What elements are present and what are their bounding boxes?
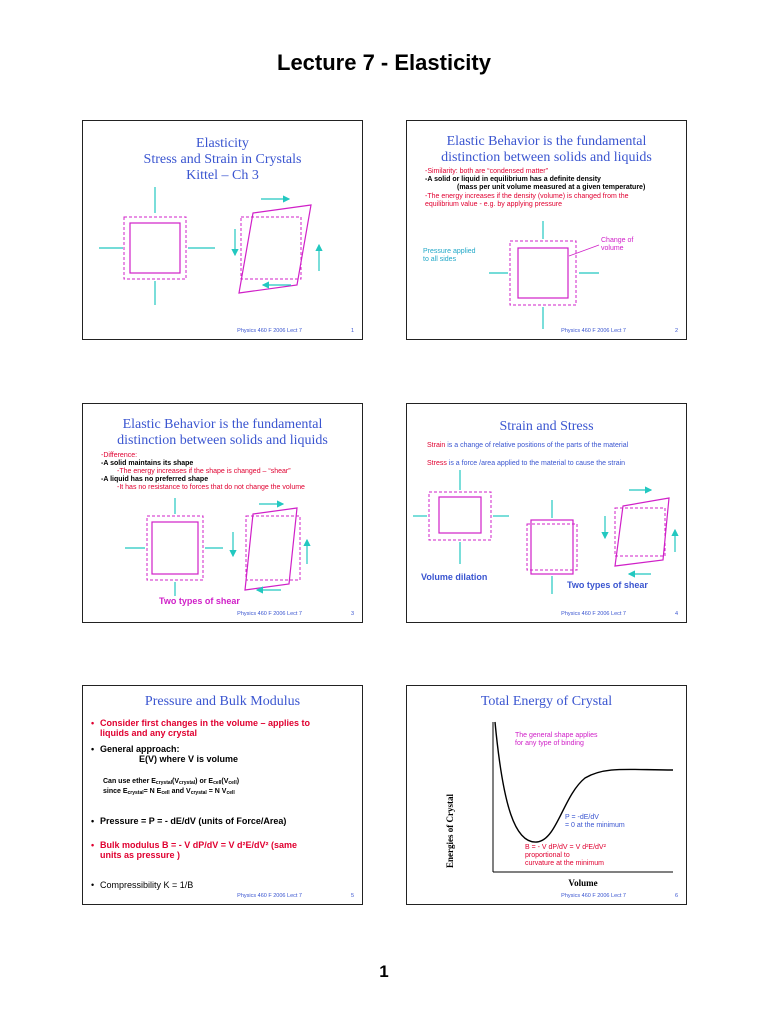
note-line: = 0 at the minimum — [565, 822, 625, 829]
slide-number: 6 — [674, 893, 678, 899]
title-line: Kittel – Ch 3 — [186, 168, 259, 183]
note-line: B = - V dP/dV = V d²E/dV² — [525, 844, 606, 851]
caption-two-types-of-shear: Two types of shear — [159, 596, 240, 606]
bullet-text: General approach: — [100, 744, 180, 754]
text-line: -A solid or liquid in equilibrium has a definite density — [425, 176, 601, 183]
label-pressure — [423, 248, 476, 264]
document-title: Lecture 7 - Elasticity — [277, 50, 491, 75]
y-axis-label: Energies of Crystal — [445, 794, 455, 868]
stress-word: Stress — [427, 460, 447, 467]
note-line: curvature at the minimum — [525, 860, 604, 867]
slide-1-title — [83, 136, 362, 184]
text-fragment: since E — [103, 788, 128, 795]
slide-number: 5 — [350, 893, 354, 899]
slide-number: 4 — [674, 611, 678, 617]
stress-definition — [427, 460, 625, 468]
bullet-text: Bulk modulus B = - V dP/dV = V d²E/dV² (same — [100, 840, 298, 850]
label-two-types-of-shear: Two types of shear — [567, 580, 648, 590]
footer-text: Physics 460 F 2006 Lect 7 — [237, 328, 302, 334]
text-line: -The energy increases if the density (volume) is changed from the — [425, 193, 629, 200]
title-line: Stress and Strain in Crystals — [143, 152, 302, 167]
energy-choice-line: Can use ether $E_{crystal}(V_{crystal})$ or $E_{cell}(V_{cell})$ — [103, 778, 240, 786]
text-line: -Similarity: both are “condensed matter” — [425, 168, 548, 175]
bullet-text: Consider first changes in the volume – applies to — [100, 718, 311, 728]
footer-text: Physics 460 F 2006 Lect 7 — [561, 611, 626, 617]
slide-3 — [82, 403, 363, 623]
title-line: Elasticity — [196, 136, 249, 151]
bullet-text: Compressibility K = 1/B — [100, 880, 194, 890]
label-line: to all sides — [423, 256, 457, 263]
text-line: equilibrium value - e.g. by applying pressure — [425, 201, 562, 208]
strain-definition — [427, 442, 628, 450]
text-line: -A liquid has no preferred shape — [101, 476, 209, 483]
title-line: Elastic Behavior is the fundamental — [446, 134, 647, 149]
bullet-general-approach: • General approach: E(V) where V is volume — [91, 744, 239, 764]
x-axis-label: Volume — [568, 878, 598, 888]
pressure-note — [565, 814, 625, 830]
bullet-bulk-modulus: • Bulk modulus B = - V dP/dV = V d²E/dV² (same units as pressure ) — [91, 840, 298, 860]
bullet-text: liquids and any crystal — [100, 728, 198, 738]
slide-5-title: Pressure and Bulk Modulus — [144, 694, 301, 709]
slide-number: 3 — [350, 611, 354, 617]
slide-number: 2 — [674, 328, 678, 334]
energy-relation-line: since $E_{crystal}= N$ $E_{cell}$ and $V_{crystal} = N$ $V_{cell}$ — [103, 788, 235, 796]
text-line: -The energy increases if the shape is changed – “shear” — [117, 468, 291, 475]
bullet-compressibility: • Compressibility K = 1/B — [91, 880, 194, 890]
slide-4-strain-diagram — [407, 404, 687, 623]
text-line: (mass per unit volume measured at a given temperature) — [457, 184, 646, 191]
title-line: distinction between solids and liquids — [441, 150, 652, 165]
title-line: Elastic Behavior is the fundamental — [122, 417, 323, 432]
label-line: Pressure applied — [423, 248, 476, 255]
note-line: The general shape applies — [515, 732, 598, 739]
bulk-note — [525, 844, 606, 868]
bullet-text: units as pressure ) — [100, 850, 181, 860]
page-number: 1 — [379, 962, 389, 981]
chart-note — [515, 732, 598, 748]
footer-text: Physics 460 F 2006 Lect 7 — [237, 611, 302, 617]
footer-text: Physics 460 F 2006 Lect 7 — [237, 893, 302, 899]
text-fragment: Can use ether E — [103, 778, 156, 785]
note-line: P = -dE/dV — [565, 814, 599, 821]
bullet-text: E(V) where V is volume — [139, 754, 239, 764]
strain-word: Strain — [427, 442, 446, 449]
title-line: distinction between solids and liquids — [117, 433, 328, 448]
label-line: Change of — [601, 237, 634, 244]
slide-3-title — [83, 417, 362, 449]
label-volume-dilation: Volume dilation — [421, 572, 488, 582]
label-line: volume — [601, 245, 624, 252]
text-line: -A solid maintains its shape — [101, 460, 194, 467]
slide-1 — [82, 120, 363, 340]
slide-2-title — [407, 134, 686, 166]
text-line: -Difference: — [101, 452, 138, 459]
slide-2 — [406, 120, 687, 340]
bullet-text: Pressure = P = - dE/dV (units of Force/Area) — [100, 816, 287, 826]
note-line: proportional to — [525, 852, 570, 859]
footer-text: Physics 460 F 2006 Lect 7 — [561, 893, 626, 899]
bullet-pressure: • Pressure = P = - dE/dV (units of Force/Area) — [91, 816, 287, 826]
slide-4 — [406, 403, 687, 623]
slide-6-title: Total Energy of Crystal — [480, 694, 613, 709]
note-line: for any type of binding — [515, 740, 584, 747]
text-line: -It has no resistance to forces that do not change the volume — [117, 484, 305, 491]
slide-4-title: Strain and Stress — [499, 419, 594, 434]
label-change-of-volume — [601, 237, 633, 253]
bullet-consider-volume: • Consider first changes in the volume – applies to liquids and any crystal — [91, 718, 311, 738]
slide-number: 1 — [350, 328, 354, 334]
strain-text: is a change of relative positions of the parts of the material — [445, 442, 629, 449]
stress-text: is a force /area applied to the material to cause the strain — [446, 460, 626, 467]
slide-5 — [82, 685, 363, 905]
slide-6 — [406, 685, 687, 905]
footer-text: Physics 460 F 2006 Lect 7 — [561, 328, 626, 334]
